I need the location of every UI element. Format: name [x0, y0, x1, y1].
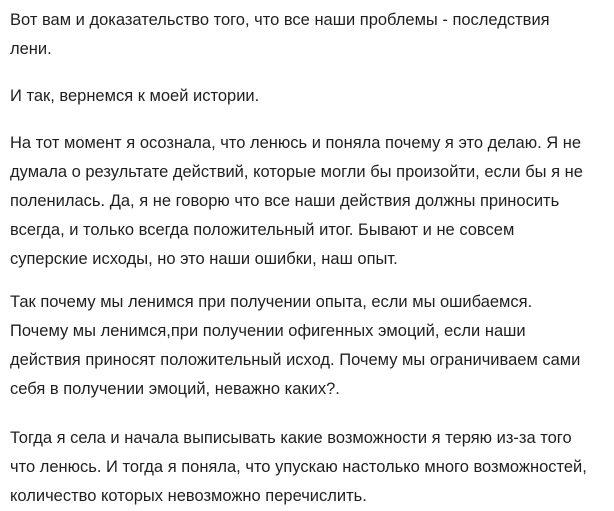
- paragraph-line: Почему мы ленимся,при получении офигенных эмоций, если наши: [10, 322, 526, 340]
- paragraph-line: Так почему мы ленимся при получении опыта, если мы ошибаемся.: [10, 293, 533, 311]
- paragraph-2: [10, 82, 259, 111]
- paragraph-line: Тогда я села и начала выписывать какие возможности я теряю из-за того: [10, 429, 572, 447]
- paragraph-line: думала о результате действий, которые могли бы произойти, если бы я не: [10, 163, 583, 181]
- paragraph-line: суперские исходы, но это наши ошибки, наш опыт.: [10, 250, 398, 268]
- paragraph-line: действия приносят положительный исход. Почему мы ограничиваем сами: [10, 351, 581, 369]
- paragraph-line: количество которых невозможно перечислить.: [10, 487, 367, 505]
- paragraph-3: [10, 129, 583, 274]
- paragraph-line: лени.: [10, 40, 52, 58]
- paragraph-4: [10, 288, 580, 404]
- paragraph-5: [10, 424, 587, 511]
- paragraph-line: всегда, и только всегда положительный итог. Бывают и не совсем: [10, 221, 515, 239]
- paragraph-line: что ленюсь. И тогда я поняла, что упускаю настолько много возможностей,: [10, 458, 587, 476]
- paragraph-line: поленилась. Да, я не говорю что все наши действия должны приносить: [10, 192, 560, 210]
- paragraph-line: Вот вам и доказательство того, что все наши проблемы - последствия: [10, 11, 550, 29]
- paragraph-line: На тот момент я осознала, что ленюсь и поняла почему я это делаю. Я не: [10, 134, 582, 152]
- paragraph-line: И так, вернемся к моей истории.: [10, 87, 260, 105]
- paragraph-1: [10, 6, 550, 64]
- paragraph-line: себя в получении эмоций, неважно каких?.: [10, 380, 340, 398]
